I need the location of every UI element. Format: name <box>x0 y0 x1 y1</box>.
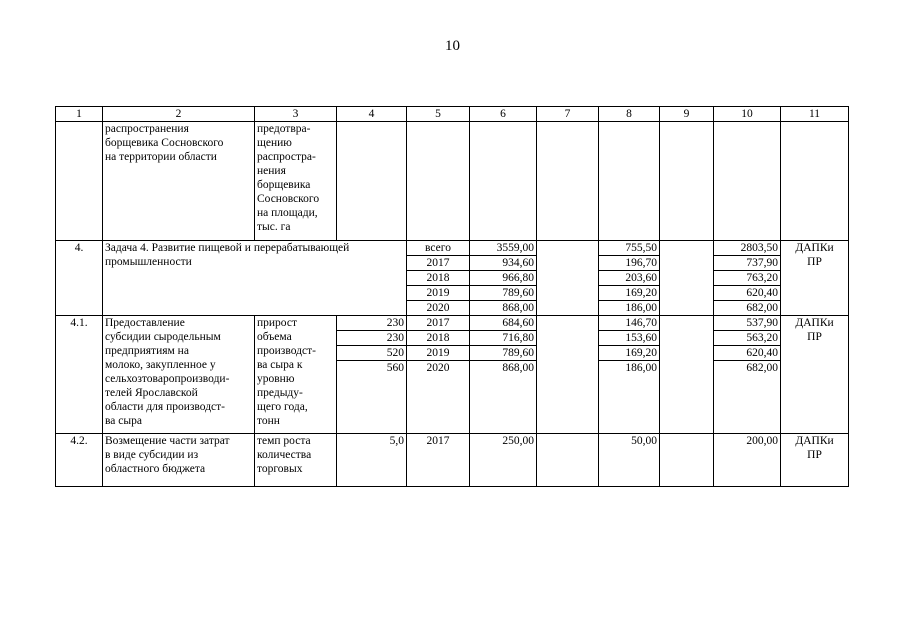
row41-col10: 682,00 <box>714 361 781 434</box>
task4-col7 <box>537 241 599 316</box>
row41-indicator-line: объема <box>257 331 292 343</box>
task4-total: 966,80 <box>470 271 537 286</box>
task4-title-line: Задача 4. Развитие пищевой и перерабатывающей <box>105 242 350 254</box>
cont-cell-10 <box>714 122 781 241</box>
row42-indicator-line: темп роста <box>257 435 311 447</box>
header-col-7: 7 <box>537 107 599 122</box>
task4-year: 2018 <box>407 271 470 286</box>
row41-indicator-line: производст- <box>257 345 316 357</box>
program-table <box>55 106 849 487</box>
row41-col9 <box>660 316 714 434</box>
cont-indicator <box>255 122 337 241</box>
row41-number: 4.1. <box>56 316 103 434</box>
page-number: 10 <box>445 38 460 54</box>
task4-total: 868,00 <box>470 301 537 316</box>
header-col-11: 11 <box>781 107 849 122</box>
cont-indicator-line: тыс. га <box>257 221 291 233</box>
row42-col7 <box>537 434 599 487</box>
task4-col10: 682,00 <box>714 301 781 316</box>
cont-cell-4 <box>337 122 407 241</box>
cont-cell-8 <box>599 122 660 241</box>
row41-executor <box>781 316 849 434</box>
row42-executor <box>781 434 849 487</box>
row42-col8: 50,00 <box>599 434 660 487</box>
row42-indicator-line: торговых <box>257 463 303 475</box>
header-col-5: 5 <box>407 107 470 122</box>
task4-year: 2020 <box>407 301 470 316</box>
cont-description <box>103 122 255 241</box>
task4-col9 <box>660 241 714 316</box>
row41-desc-line: молоко, закупленное у <box>105 359 216 371</box>
cont-indicator-line: предотвра- <box>257 123 311 135</box>
row42-col10: 200,00 <box>714 434 781 487</box>
row41-description <box>103 316 255 434</box>
header-col-9: 9 <box>660 107 714 122</box>
task4-col8: 203,60 <box>599 271 660 286</box>
row41-desc-line: области для производст- <box>105 401 226 413</box>
row41-indicator-line: ва сыра к <box>257 359 303 371</box>
cont-desc-line: на территории области <box>105 151 217 163</box>
row42-year: 2017 <box>407 434 470 487</box>
row42-indicator-line: количества <box>257 449 312 461</box>
header-col-8: 8 <box>599 107 660 122</box>
row41-indicator-line: щего года, <box>257 401 308 413</box>
row41-year: 2020 <box>407 361 470 434</box>
task4-col8: 755,50 <box>599 241 660 256</box>
executor-line: ДАПКи <box>795 435 834 447</box>
row41-col8: 186,00 <box>599 361 660 434</box>
row42-desc-line: в виде субсидии из <box>105 449 199 461</box>
cont-cell-5 <box>407 122 470 241</box>
task4-executor <box>781 241 849 316</box>
row41-desc-line: ва сыра <box>105 415 142 427</box>
header-col-4: 4 <box>337 107 407 122</box>
row42-desc-line: областного бюджета <box>105 463 206 475</box>
cont-cell-6 <box>470 122 537 241</box>
cont-indicator-line: борщевика <box>257 179 311 191</box>
task4-col8: 196,70 <box>599 256 660 271</box>
row42-total: 250,00 <box>470 434 537 487</box>
header-col-10: 10 <box>714 107 781 122</box>
row42-desc-line: Возмещение части затрат <box>105 435 230 447</box>
row41-target: 230 <box>337 331 407 346</box>
cont-indicator-line: на площади, <box>257 207 318 219</box>
cont-desc-line: распространения <box>105 123 189 135</box>
row41-desc-line: телей Ярославской <box>105 387 198 399</box>
row41-col8: 153,60 <box>599 331 660 346</box>
cont-indicator-line: щению <box>257 137 292 149</box>
row41-target: 230 <box>337 316 407 331</box>
executor-line: ПР <box>807 331 822 343</box>
row42-indicator <box>255 434 337 487</box>
task4-title <box>103 241 407 316</box>
row41-indicator-line: прирост <box>257 317 297 329</box>
row41-desc-line: сельхозтоваропроизводи- <box>105 373 230 385</box>
task4-col10: 763,20 <box>714 271 781 286</box>
task4-year: 2019 <box>407 286 470 301</box>
task4-total: 789,60 <box>470 286 537 301</box>
cont-desc-line: борщевика Сосновского <box>105 137 224 149</box>
task4-col10: 620,40 <box>714 286 781 301</box>
row42 <box>56 434 849 487</box>
row41 <box>56 316 849 331</box>
row41-desc-line: предприятиям на <box>105 345 189 357</box>
header-row <box>56 107 849 122</box>
row42-col9 <box>660 434 714 487</box>
task4-row <box>56 241 849 256</box>
task4-col8: 186,00 <box>599 301 660 316</box>
row42-description <box>103 434 255 487</box>
continuation-row <box>56 122 849 241</box>
task4-col10: 2803,50 <box>714 241 781 256</box>
row41-total: 684,60 <box>470 316 537 331</box>
row42-number: 4.2. <box>56 434 103 487</box>
task4-col8: 169,20 <box>599 286 660 301</box>
header-col-6: 6 <box>470 107 537 122</box>
row41-indicator-line: тонн <box>257 415 280 427</box>
row41-total: 868,00 <box>470 361 537 434</box>
row41-year: 2018 <box>407 331 470 346</box>
row41-total: 716,80 <box>470 331 537 346</box>
task4-number: 4. <box>56 241 103 316</box>
row41-col10: 563,20 <box>714 331 781 346</box>
task4-col10: 737,90 <box>714 256 781 271</box>
cont-indicator-line: Сосновского <box>257 193 320 205</box>
row41-col10: 620,40 <box>714 346 781 361</box>
row41-target: 520 <box>337 346 407 361</box>
task4-year: всего <box>407 241 470 256</box>
row42-target: 5,0 <box>337 434 407 487</box>
row41-desc-line: субсидии сыродельным <box>105 331 221 343</box>
task4-total: 3559,00 <box>470 241 537 256</box>
cont-indicator-line: распростра- <box>257 151 316 163</box>
row41-target: 560 <box>337 361 407 434</box>
task4-title-line: промышленности <box>105 256 192 268</box>
cont-cell-11 <box>781 122 849 241</box>
row41-col7 <box>537 316 599 434</box>
cont-cell-7 <box>537 122 599 241</box>
task4-total: 934,60 <box>470 256 537 271</box>
header-col-3: 3 <box>255 107 337 122</box>
row41-year: 2017 <box>407 316 470 331</box>
executor-line: ПР <box>807 256 822 268</box>
row41-col8: 146,70 <box>599 316 660 331</box>
row41-indicator-line: предыду- <box>257 387 303 399</box>
row41-indicator <box>255 316 337 434</box>
cont-cell-9 <box>660 122 714 241</box>
executor-line: ДАПКи <box>795 317 834 329</box>
executor-line: ДАПКи <box>795 242 834 254</box>
cont-num-cell <box>56 122 103 241</box>
row41-desc-line: Предоставление <box>105 317 185 329</box>
header-col-2: 2 <box>103 107 255 122</box>
row41-indicator-line: уровню <box>257 373 295 385</box>
task4-year: 2017 <box>407 256 470 271</box>
executor-line: ПР <box>807 449 822 461</box>
cont-indicator-line: нения <box>257 165 286 177</box>
row41-col10: 537,90 <box>714 316 781 331</box>
row41-total: 789,60 <box>470 346 537 361</box>
row41-year: 2019 <box>407 346 470 361</box>
row41-col8: 169,20 <box>599 346 660 361</box>
header-col-1: 1 <box>56 107 103 122</box>
